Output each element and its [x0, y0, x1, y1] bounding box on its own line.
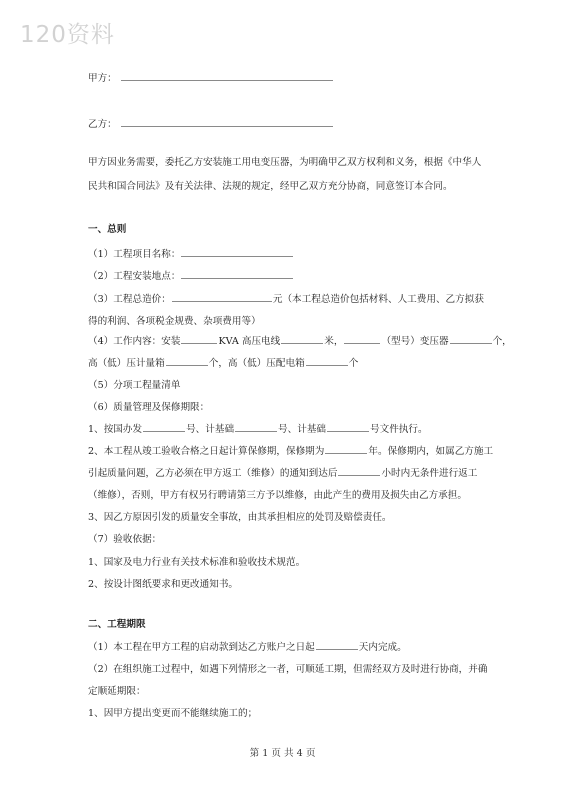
- quality-clause-1: [88, 419, 428, 441]
- s2-item2-cont: 定顺延期限：: [88, 686, 146, 697]
- q1-text-a: 1、按国办发: [88, 424, 143, 435]
- s1-item7: （7）验收依据：: [88, 534, 162, 545]
- s1-item5: （5）分项工程量清单: [88, 380, 181, 391]
- cable-length-blank: [281, 331, 323, 344]
- s1-item3-label: （3）工程总造价：: [88, 294, 171, 305]
- q2-text-b: 年。保修期内，如属乙方施工: [368, 446, 494, 457]
- s1-item3-text: 元（本工程总造价包括材料、人工费用、乙方拟获: [272, 294, 484, 305]
- model-blank: [344, 331, 380, 344]
- q2-text-d: 小时内无条件进行返工: [381, 468, 478, 479]
- transformer-count-blank: [450, 331, 492, 344]
- section2-title: 二、工程期限: [88, 619, 146, 630]
- s1-item2-label: （2）工程安装地点：: [88, 271, 181, 282]
- q1-text-c: 号、计基础: [278, 424, 327, 435]
- s2-item1: [88, 637, 407, 659]
- s1-item1: [88, 244, 294, 266]
- q2-text-c: 引起质量问题，乙方必须在甲方返工（维修）的通知到达后: [88, 468, 338, 479]
- acceptance-basis-1: 1、国家及电力行业有关技术标准和验收技术规范。: [88, 557, 306, 568]
- s1-item4-meter: 米，: [324, 336, 344, 347]
- acceptance-basis-2: 2、按设计图纸要求和更改通知书。: [88, 579, 239, 590]
- response-hours-blank: [338, 463, 380, 476]
- party-a-label: 甲方：: [88, 73, 117, 84]
- location-blank: [181, 266, 293, 279]
- warranty-years-blank: [325, 441, 367, 454]
- party-a-line: [88, 68, 334, 90]
- s1-item4-label: （4）工作内容：安装: [88, 336, 181, 347]
- s1-item4-cable: KVA 高压电线: [218, 336, 281, 347]
- s1-item2: [88, 266, 294, 288]
- party-a-blank: [121, 68, 333, 81]
- intro-line-1: 甲方因业务需要，委托乙方安装施工用电变压器，为明确甲乙双方权利和义务，根据《中华人: [88, 157, 482, 168]
- q2-text-a: 2、本工程从竣工验收合格之日起计算保修期，保修期为: [88, 446, 325, 457]
- section1-title: 一、总则: [88, 224, 127, 235]
- page-number: 第 1 页 共 4 页: [249, 748, 316, 759]
- s1-item4-unit: 个，: [492, 336, 512, 347]
- q1-text-d: 号文件执行。: [370, 424, 428, 435]
- s1-item4-transformer: （型号）变压器: [381, 336, 449, 347]
- total-cost-blank: [172, 289, 272, 302]
- s1-item3-cont: 得的利润、各项税金规费、杂项费用等）: [88, 316, 261, 327]
- doc-number-blank-3: [327, 419, 369, 432]
- quality-clause-2-end: （维修），否则，甲方有权另行聘请第三方予以维修，由此产生的费用及损失由乙方承担。: [88, 490, 467, 501]
- s1-item1-label: （1）工程项目名称：: [88, 249, 181, 260]
- doc-number-blank-1: [143, 419, 185, 432]
- s2-item1-text-a: （1）本工程在甲方工程的启动款到达乙方账户之日起: [88, 642, 315, 653]
- distribution-box-label: 个，高（低）压配电箱: [208, 358, 305, 369]
- s1-item4-cont: [88, 353, 358, 375]
- s1-item3: [88, 289, 484, 311]
- distribution-box-unit: 个: [348, 358, 359, 369]
- s2-reason-1: 1、因甲方提出变更而不能继续施工的；: [88, 708, 258, 719]
- completion-days-blank: [316, 637, 358, 650]
- metering-box-label: 高（低）压计量箱: [88, 358, 165, 369]
- party-b-line: [88, 114, 334, 136]
- project-name-blank: [181, 244, 293, 257]
- metering-box-blank: [166, 353, 208, 366]
- party-b-blank: [121, 114, 333, 127]
- s2-item2: （2）在组织施工过程中，如遇下列情形之一者，可顺延工期，但需经双方及时进行协商，并确: [88, 664, 488, 675]
- s1-item6: （6）质量管理及保修期限：: [88, 402, 210, 413]
- quality-clause-2: [88, 441, 493, 463]
- quality-clause-3: 3、因乙方原因引发的质量安全事故，由其承担相应的处罚及赔偿责任。: [88, 512, 392, 523]
- party-b-label: 乙方：: [88, 119, 117, 130]
- doc-number-blank-2: [235, 419, 277, 432]
- distribution-box-blank: [306, 353, 348, 366]
- watermark-logo: 120资料: [20, 22, 115, 48]
- q1-text-b: 号、计基础: [186, 424, 235, 435]
- intro-line-2: 民共和国合同法》及有关法律、法规的规定，经甲乙双方充分协商，同意签订本合同。: [88, 181, 453, 192]
- s2-item1-text-b: 天内完成。: [358, 642, 407, 653]
- s1-item4: [88, 331, 512, 353]
- kva-blank: [181, 331, 217, 344]
- quality-clause-2-cont: [88, 463, 477, 485]
